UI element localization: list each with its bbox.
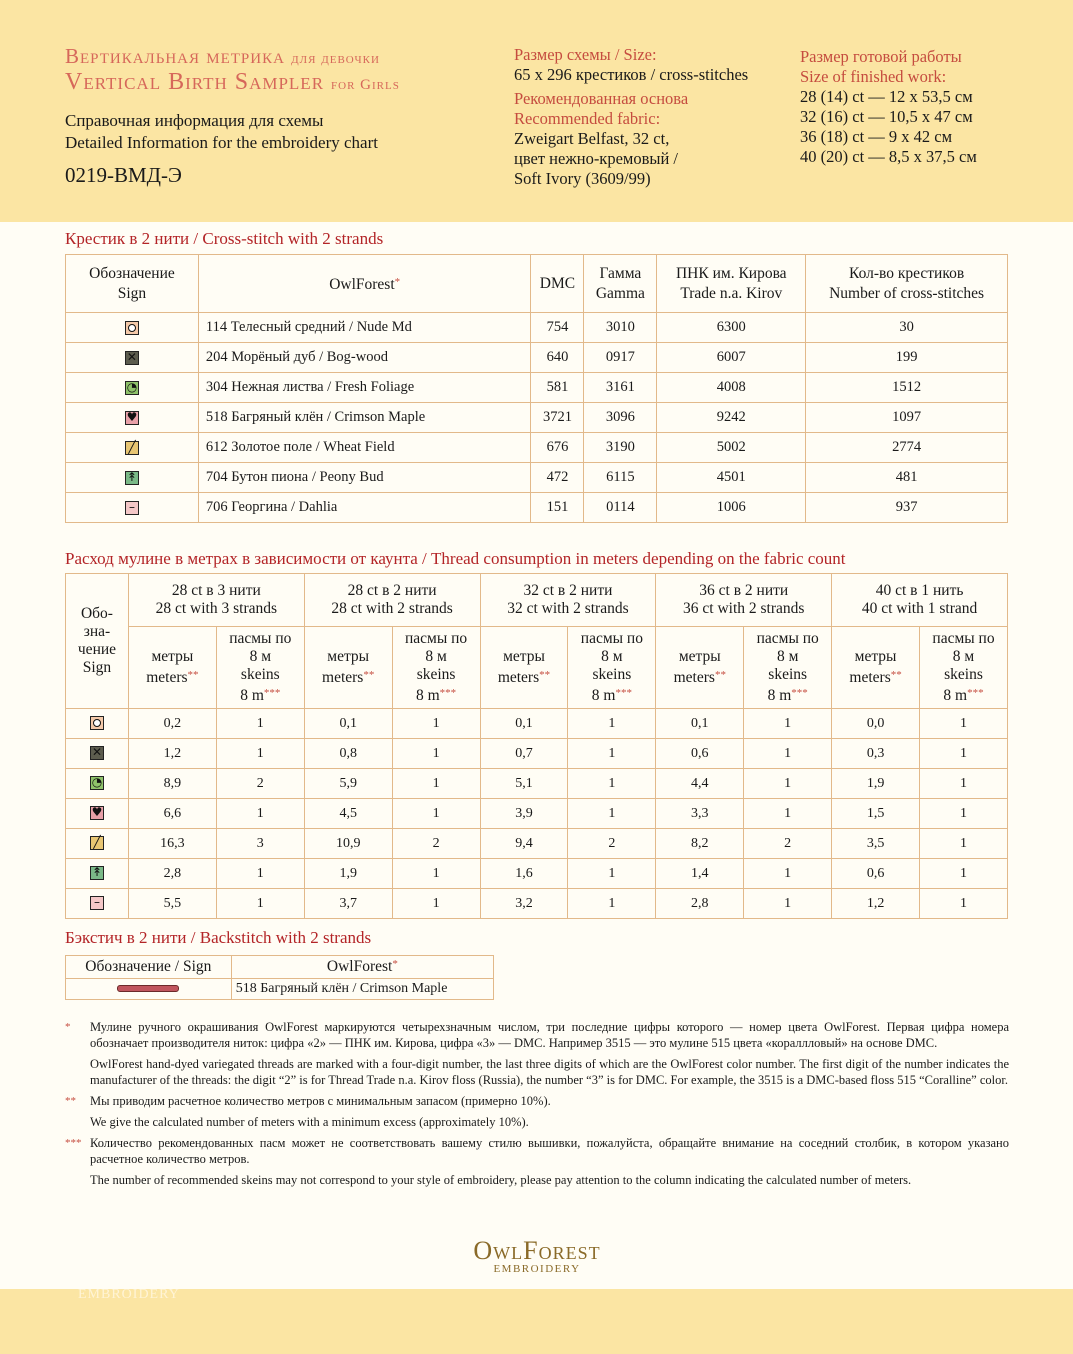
head-sign: Обозначение / Sign (66, 956, 232, 979)
leaf-symbol-icon: ◔ (91, 775, 103, 790)
meters-cell: 0,6 (656, 739, 744, 769)
gamma-cell: 6115 (584, 463, 657, 493)
skeins-cell: 1 (568, 769, 656, 799)
group-head: 36 ct в 2 нити 36 ct with 2 strands (656, 574, 832, 627)
skeins-head: пасмы по 8 м skeins 8 m*** (392, 627, 480, 709)
name-cell: 706 Георгина / Dahlia (198, 493, 531, 523)
meters-cell: 4,5 (304, 799, 392, 829)
meters-cell: 0,2 (128, 709, 216, 739)
heart-symbol-icon: ♥ (91, 805, 103, 820)
meters-cell: 5,9 (304, 769, 392, 799)
meters-cell: 1,4 (656, 859, 744, 889)
count-cell: 481 (806, 463, 1008, 493)
footer-watermark: EMBROIDERY (78, 1287, 180, 1302)
head-owlforest: OwlForest* (231, 956, 493, 979)
table-row (66, 979, 494, 1000)
skeins-cell: 1 (744, 739, 832, 769)
title-en: Vertical Birth Sampler for Girls (65, 69, 400, 95)
skeins-cell: 1 (744, 769, 832, 799)
head-kirov: ПНК им. Кирова Trade n.a. Kirov (657, 255, 806, 313)
dmc-cell: 472 (531, 463, 584, 493)
gamma-cell: 3190 (584, 433, 657, 463)
count-cell: 1097 (806, 403, 1008, 433)
meters-cell: 5,1 (480, 769, 568, 799)
sign-cell (66, 709, 129, 739)
kirov-cell: 6007 (657, 343, 806, 373)
slash-symbol-icon: ╱ (90, 836, 104, 850)
dash-symbol-icon: – (90, 896, 104, 910)
x-symbol-icon: ✕ (91, 745, 102, 760)
skeins-cell: 1 (920, 739, 1008, 769)
finished-label-ru: Размер готовой работы (800, 47, 962, 66)
skeins-head: пасмы по 8 м skeins 8 m*** (568, 627, 656, 709)
skeins-cell: 1 (744, 709, 832, 739)
dmc-cell: 640 (531, 343, 584, 373)
skeins-cell: 1 (216, 709, 304, 739)
size-value: 65 x 296 крестиков / cross-stitches (514, 65, 749, 84)
sign-cell (66, 739, 129, 769)
group-head: 32 ct в 2 нити 32 ct with 2 strands (480, 574, 656, 627)
gamma-cell: 0917 (584, 343, 657, 373)
backstitch-line-icon (66, 979, 232, 1000)
head-owlforest: OwlForest* (198, 255, 531, 313)
group-head: 28 ct в 2 нити 28 ct with 2 strands (304, 574, 480, 627)
sign-cell (66, 373, 199, 403)
dash-symbol-icon: – (125, 501, 139, 515)
skeins-cell: 1 (392, 769, 480, 799)
meters-cell: 10,9 (304, 829, 392, 859)
skeins-head: пасмы по 8 м skeins 8 m*** (744, 627, 832, 709)
head-count: Кол-во крестиков Number of cross-stitches (806, 255, 1008, 313)
skeins-cell: 1 (216, 739, 304, 769)
table-row (66, 829, 1008, 859)
sign-cell (66, 769, 129, 799)
meters-cell: 8,2 (656, 829, 744, 859)
footnote-2-en: We give the calculated number of meters with a minimum excess (approximately 10%). (90, 1115, 529, 1129)
skeins-cell: 1 (216, 859, 304, 889)
sign-cell (66, 859, 129, 889)
skeins-cell: 1 (920, 859, 1008, 889)
cross-stitch-table (65, 254, 1008, 523)
header-band (0, 0, 1073, 222)
kirov-cell: 1006 (657, 493, 806, 523)
meters-cell: 1,6 (480, 859, 568, 889)
meters-head: метры meters** (128, 627, 216, 709)
consumption-section-title: Расход мулине в метрах в зависимости от каунта / Thread consumption in meters depending on the fabric count (65, 549, 846, 568)
name-cell: 704 Бутон пиона / Peony Bud (198, 463, 531, 493)
name-cell: 204 Морёный дуб / Bog-wood (198, 343, 531, 373)
sign-cell (66, 313, 199, 343)
count-cell: 30 (806, 313, 1008, 343)
dmc-cell: 3721 (531, 403, 584, 433)
sign-cell (66, 493, 199, 523)
skeins-cell: 1 (920, 769, 1008, 799)
skeins-cell: 1 (392, 799, 480, 829)
name-cell: 114 Телесный средний / Nude Md (198, 313, 531, 343)
skeins-cell: 1 (744, 889, 832, 919)
skeins-cell: 1 (392, 859, 480, 889)
skeins-cell: 1 (568, 739, 656, 769)
leaf-symbol-icon: ◔ (126, 379, 138, 394)
table-row (66, 859, 1008, 889)
sign-cell (66, 799, 129, 829)
meters-cell: 0,8 (304, 739, 392, 769)
dmc-cell: 151 (531, 493, 584, 523)
meters-cell: 3,9 (480, 799, 568, 829)
head-dmc: DMC (531, 255, 584, 313)
meters-head: метры meters** (480, 627, 568, 709)
meters-cell: 0,7 (480, 739, 568, 769)
finished-size-3: 36 (18) ct — 9 x 42 см (800, 127, 953, 146)
table-row (66, 493, 1008, 523)
footnote-3: *** Количество рекомендованных пасм может не соответствовать вашему стилю вышивки, пожалуйста, обращайте внимание на соседний столбик, в котором указано расчетное количество метров. (65, 1136, 1009, 1166)
sign-cell (66, 403, 199, 433)
name-cell: 304 Нежная листва / Fresh Foliage (198, 373, 531, 403)
fabric-line-2: цвет нежно-кремовый / (514, 149, 679, 168)
sign-cell (66, 343, 199, 373)
fabric-label-en: Recommended fabric: (514, 109, 661, 128)
count-cell: 937 (806, 493, 1008, 523)
group-head: 28 ct в 3 нити 28 ct with 3 strands (128, 574, 304, 627)
table-row (66, 799, 1008, 829)
meters-cell: 1,2 (128, 739, 216, 769)
finished-size-block (800, 47, 977, 167)
head-sign: Обозначение Sign (66, 255, 199, 313)
table-row (66, 373, 1008, 403)
title-ru-small: для девочки (291, 51, 380, 67)
table-row (66, 313, 1008, 343)
meters-cell: 0,1 (480, 709, 568, 739)
footer-band (0, 1289, 1073, 1354)
owlforest-logo: OwlForest EMBROIDERY (473, 1236, 601, 1275)
meters-cell: 2,8 (128, 859, 216, 889)
x-symbol-icon: ✕ (126, 349, 137, 364)
thread-consumption-table (65, 573, 1008, 919)
tree-symbol-icon: ↟ (91, 865, 102, 880)
skeins-cell: 1 (568, 799, 656, 829)
backstitch-section-title: Бэкстич в 2 нити / Backstitch with 2 strands (65, 928, 372, 947)
skeins-cell: 1 (568, 709, 656, 739)
skeins-cell: 1 (744, 799, 832, 829)
meters-cell: 0,3 (832, 739, 920, 769)
meters-cell: 3,2 (480, 889, 568, 919)
kirov-cell: 4501 (657, 463, 806, 493)
skeins-cell: 1 (920, 889, 1008, 919)
count-cell: 1512 (806, 373, 1008, 403)
table-row (66, 709, 1008, 739)
meters-cell: 6,6 (128, 799, 216, 829)
meters-cell: 3,7 (304, 889, 392, 919)
title-ru: Вертикальная метрика для девочки (65, 44, 380, 68)
skeins-cell: 3 (216, 829, 304, 859)
meters-cell: 4,4 (656, 769, 744, 799)
kirov-cell: 5002 (657, 433, 806, 463)
meters-cell: 0,1 (304, 709, 392, 739)
info-ru: Справочная информация для схемы (65, 111, 324, 130)
meters-head: метры meters** (656, 627, 744, 709)
skeins-cell: 1 (392, 889, 480, 919)
skeins-cell: 2 (744, 829, 832, 859)
skeins-cell: 1 (568, 859, 656, 889)
skeins-cell: 1 (568, 889, 656, 919)
tree-symbol-icon: ↟ (126, 469, 137, 484)
meters-cell: 1,9 (832, 769, 920, 799)
dmc-cell: 676 (531, 433, 584, 463)
dmc-cell: 754 (531, 313, 584, 343)
cross-section-title: Крестик в 2 нити / Cross-stitch with 2 strands (65, 229, 384, 248)
sign-cell (66, 829, 129, 859)
footnote-3-en: The number of recommended skeins may not correspond to your style of embroidery, please pay attention to the column indicating the calculated number of meters. (90, 1173, 912, 1187)
kirov-cell: 4008 (657, 373, 806, 403)
skeins-cell: 1 (392, 739, 480, 769)
sign-cell (66, 433, 199, 463)
skeins-cell: 1 (920, 799, 1008, 829)
meters-cell: 0,1 (656, 709, 744, 739)
finished-size-1: 28 (14) ct — 12 x 53,5 см (800, 87, 973, 106)
table-row (66, 463, 1008, 493)
meters-cell: 3,3 (656, 799, 744, 829)
table-row (66, 433, 1008, 463)
meters-cell: 3,5 (832, 829, 920, 859)
meters-head: метры meters** (832, 627, 920, 709)
head-gamma: Гамма Gamma (584, 255, 657, 313)
skeins-cell: 2 (392, 829, 480, 859)
meters-cell: 9,4 (480, 829, 568, 859)
footnote-2: ** Мы приводим расчетное количество метров с минимальным запасом (примерно 10%). (65, 1094, 551, 1108)
name-cell: 518 Багряный клён / Crimson Maple (198, 403, 531, 433)
sign-cell (66, 889, 129, 919)
gamma-cell: 3161 (584, 373, 657, 403)
finished-label-en: Size of finished work: (800, 67, 947, 86)
footnotes (65, 1019, 1009, 1193)
table-row (66, 769, 1008, 799)
size-label: Размер схемы / Size: (514, 45, 657, 64)
backstitch-table (65, 955, 494, 1000)
fabric-line-1: Zweigart Belfast, 32 ct, (514, 129, 670, 148)
meters-cell: 1,5 (832, 799, 920, 829)
group-head: 40 ct в 1 нить 40 ct with 1 strand (832, 574, 1008, 627)
meters-cell: 1,9 (304, 859, 392, 889)
backstitch-name: 518 Багряный клён / Crimson Maple (231, 979, 493, 1000)
skeins-cell: 1 (392, 709, 480, 739)
meters-cell: 1,2 (832, 889, 920, 919)
skeins-head: пасмы по 8 м skeins 8 m*** (920, 627, 1008, 709)
skeins-cell: 2 (568, 829, 656, 859)
name-cell: 612 Золотое поле / Wheat Field (198, 433, 531, 463)
gamma-cell: 3096 (584, 403, 657, 433)
fabric-label-ru: Рекомендованная основа (514, 89, 689, 108)
skeins-cell: 1 (744, 859, 832, 889)
kirov-cell: 6300 (657, 313, 806, 343)
fabric-line-3: Soft Ivory (3609/99) (514, 169, 651, 188)
slash-symbol-icon: ╱ (125, 441, 139, 455)
meters-cell: 8,9 (128, 769, 216, 799)
meters-cell: 0,0 (832, 709, 920, 739)
table-row (66, 343, 1008, 373)
table-row (66, 739, 1008, 769)
skeins-cell: 2 (216, 769, 304, 799)
meters-cell: 0,6 (832, 859, 920, 889)
dmc-cell: 581 (531, 373, 584, 403)
table-row (66, 889, 1008, 919)
count-cell: 2774 (806, 433, 1008, 463)
skeins-head: пасмы по 8 м skeins 8 m*** (216, 627, 304, 709)
size-block (514, 45, 748, 189)
sign-cell (66, 463, 199, 493)
meters-cell: 16,3 (128, 829, 216, 859)
chart-code: 0219-ВМД-Э (65, 163, 182, 187)
count-cell: 199 (806, 343, 1008, 373)
footnote-1-en: OwlForest hand-dyed variegated threads are marked with a four-digit number, the last three digits of which are the OwlForest color number. The first digit of the number indicates the manufacturer of the threads: the digit “2” is for Thread Trade n.a. Kirov floss (Russia), the number “3” is for DMC. For example, the 3515 is a DMC-based floss 515 “Coralline” color. (90, 1057, 1009, 1087)
table-row (66, 403, 1008, 433)
title-en-small: for Girls (331, 77, 400, 93)
head-sign: Обо- зна- чение Sign (66, 574, 129, 709)
skeins-cell: 1 (920, 709, 1008, 739)
heart-symbol-icon: ♥ (126, 409, 138, 424)
kirov-cell: 9242 (657, 403, 806, 433)
finished-size-4: 40 (20) ct — 8,5 x 37,5 см (800, 147, 977, 166)
gamma-cell: 3010 (584, 313, 657, 343)
info-en: Detailed Information for the embroidery chart (65, 133, 378, 152)
footnote-1: * Мулине ручного окрашивания OwlForest маркируются четырехзначным числом, три последние цифры которого — номер цвета OwlForest. Первая цифра номера обозначает производителя ниток: цифра «2» — ПНК им. Кирова, цифра «3» — DMC. Например 3515 — это мулине 515 цвета «кораллловый» на основе DMC. (65, 1020, 1009, 1050)
skeins-cell: 1 (920, 829, 1008, 859)
meters-cell: 2,8 (656, 889, 744, 919)
gamma-cell: 0114 (584, 493, 657, 523)
circle-symbol-icon (90, 716, 104, 730)
finished-size-2: 32 (16) ct — 10,5 x 47 см (800, 107, 973, 126)
circle-symbol-icon (125, 321, 139, 335)
meters-head: метры meters** (304, 627, 392, 709)
skeins-cell: 1 (216, 799, 304, 829)
meters-cell: 5,5 (128, 889, 216, 919)
skeins-cell: 1 (216, 889, 304, 919)
